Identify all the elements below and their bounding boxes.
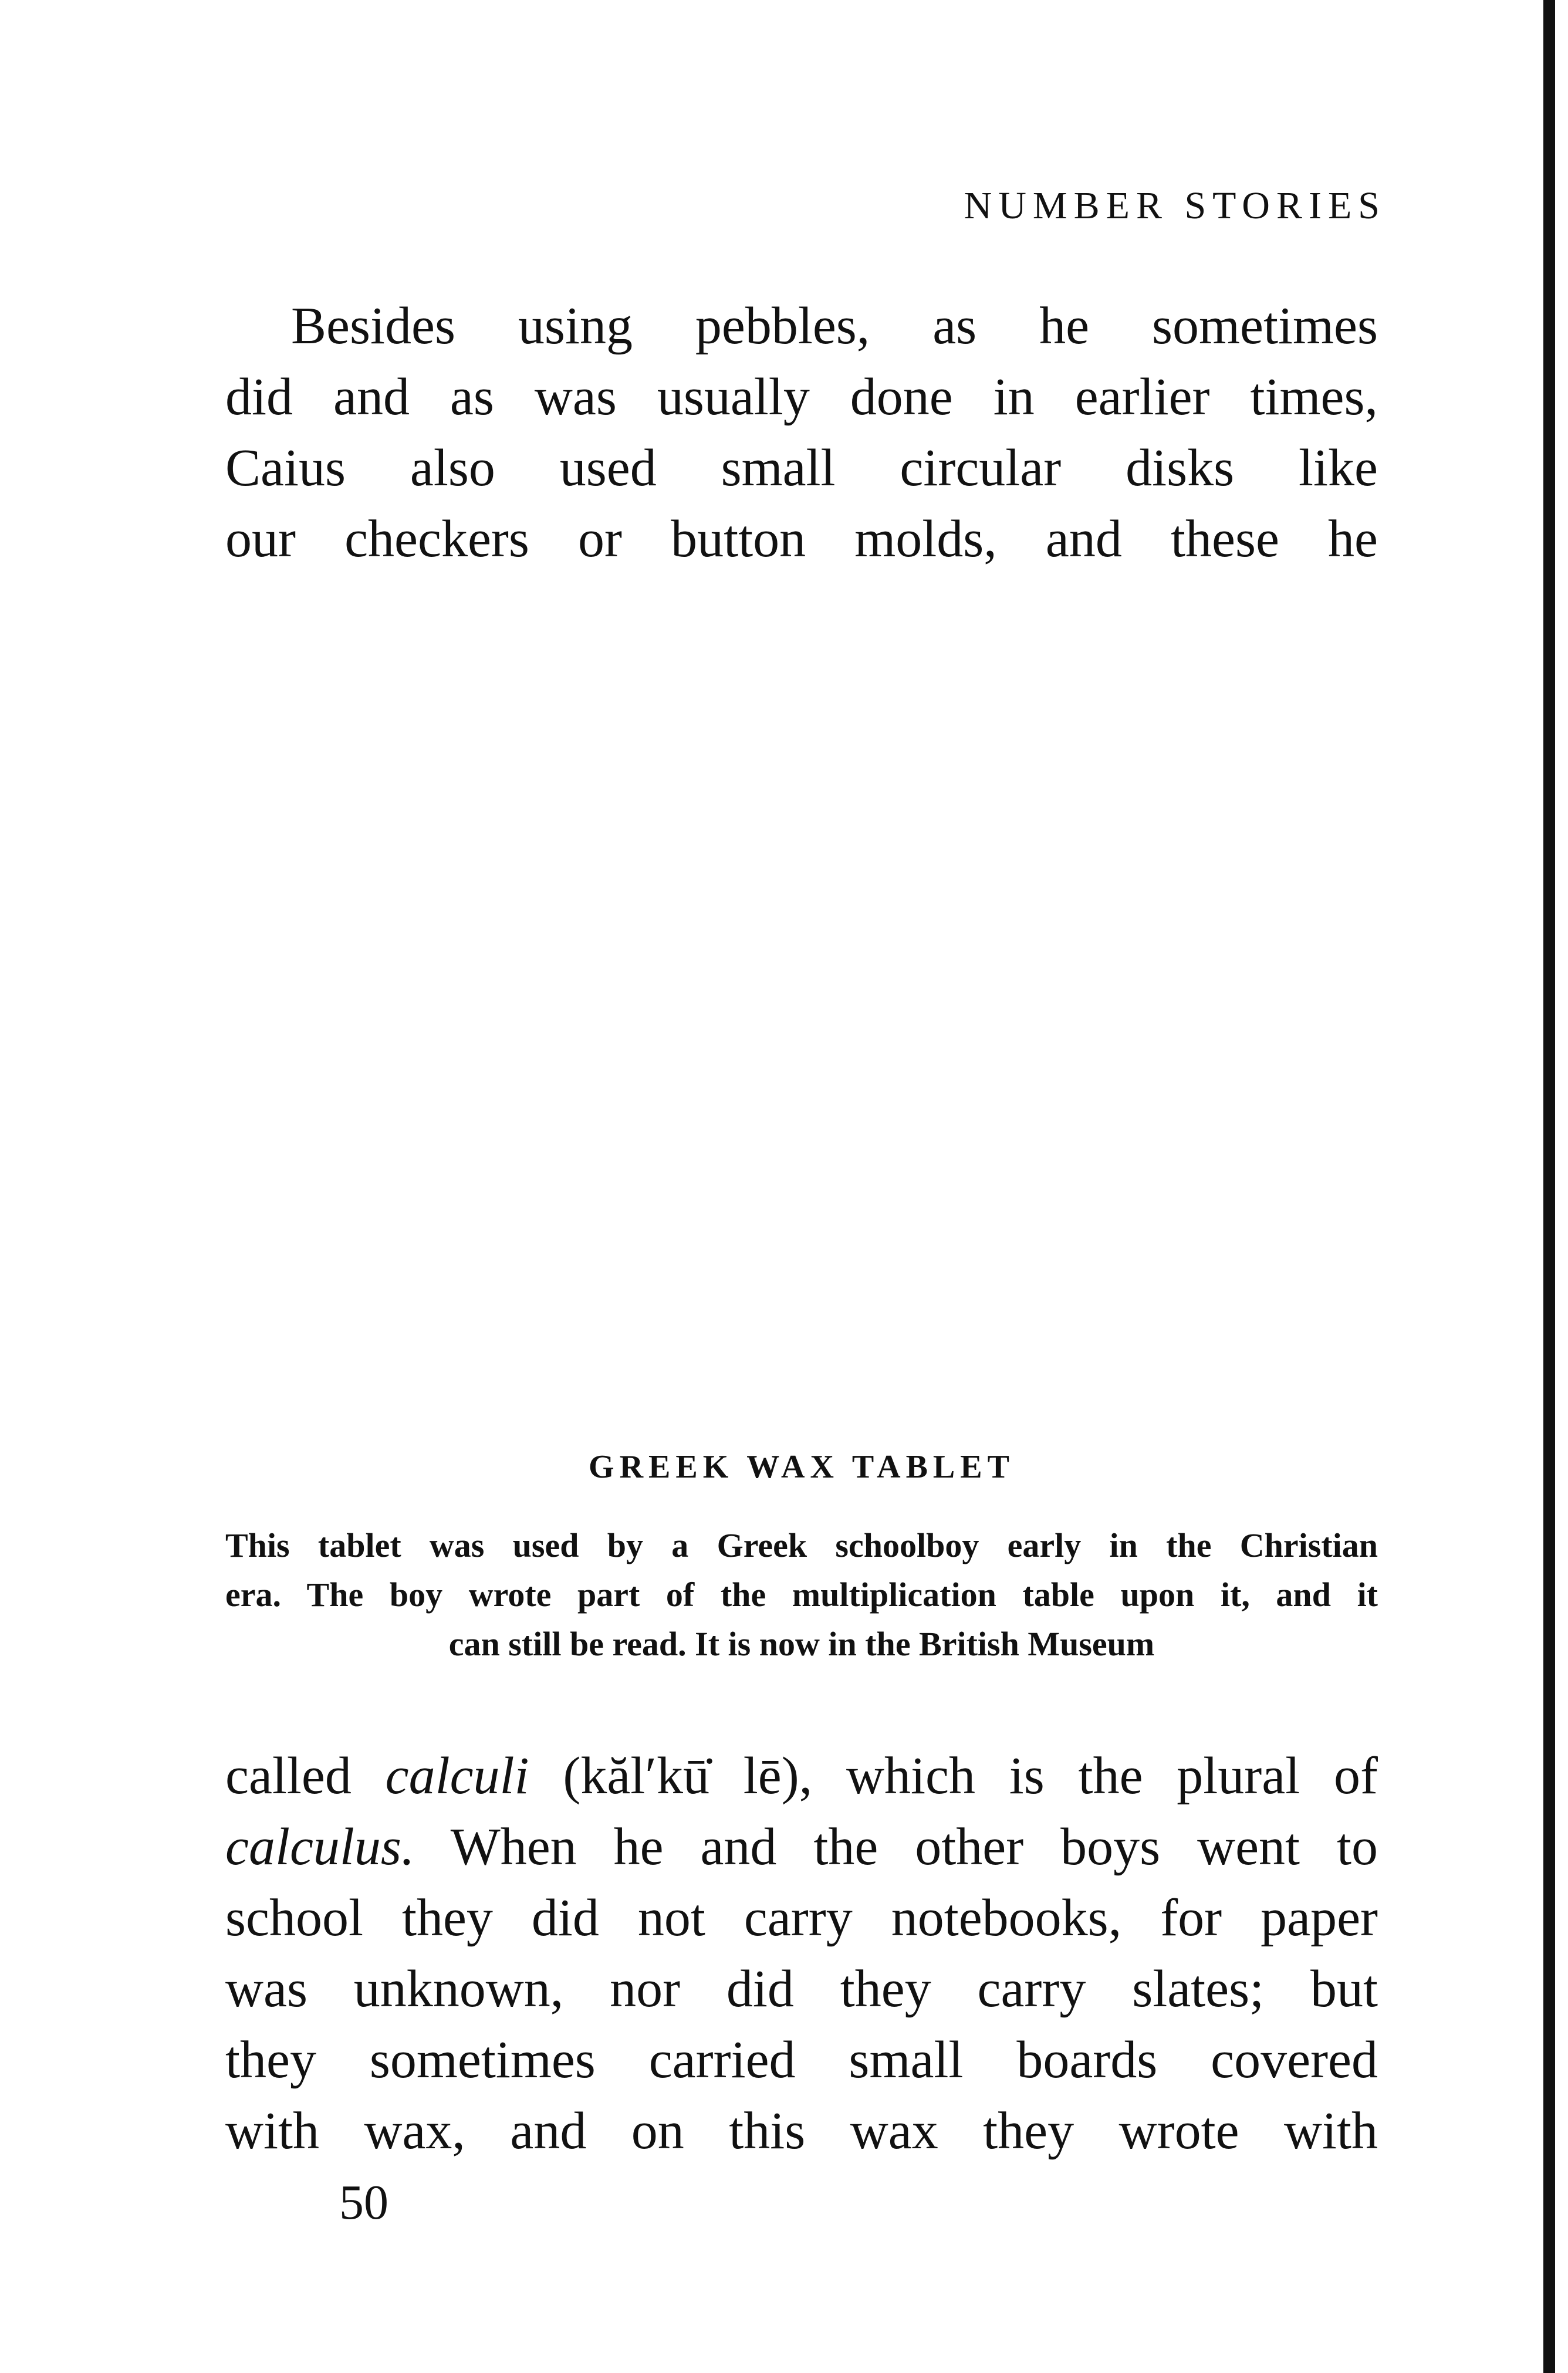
text-line: Besides using pebbles, as he sometimes — [291, 297, 1378, 355]
italic-term: calculi — [385, 1747, 529, 1805]
text-line: with wax, and on this wax they wrote with — [225, 2102, 1378, 2160]
paragraph-bottom — [225, 1740, 1378, 2166]
text-line: Caius also used small circular disks like — [225, 439, 1378, 497]
text-line — [225, 1811, 1378, 1882]
text-line: was unknown, nor did they carry slates; but — [225, 1960, 1378, 2018]
caption-line: This tablet was used by a Greek schoolboy early in the Christian — [225, 1526, 1378, 1564]
text-run: called — [225, 1747, 386, 1805]
figure-image-area — [225, 587, 1378, 1420]
text-line: they sometimes carried small boards covered — [225, 2031, 1378, 2089]
figure-caption — [225, 1521, 1378, 1669]
text-run: (kăl′kū̇ lē), which is the plural of — [529, 1747, 1378, 1805]
caption-line: can still be read. It is now in the British Museum — [448, 1625, 1155, 1663]
page-number: 50 — [339, 2175, 388, 2230]
caption-line: era. The boy wrote part of the multiplication table upon it, and it — [225, 1576, 1378, 1614]
page-edge-shadow — [1543, 0, 1555, 2373]
text-run: When he and the other boys went to — [414, 1818, 1378, 1876]
text-line: our checkers or button molds, and these he — [225, 510, 1378, 568]
paragraph-top — [225, 290, 1378, 574]
text-line: school they did not carry notebooks, for paper — [225, 1889, 1378, 1947]
text-line — [225, 1740, 1378, 1811]
text-line: did and as was usually done in earlier times, — [225, 368, 1378, 426]
figure-caption-title: GREEK WAX TABLET — [589, 1449, 1015, 1485]
italic-term: calculus. — [225, 1818, 415, 1876]
running-head: NUMBER STORIES — [964, 184, 1386, 227]
